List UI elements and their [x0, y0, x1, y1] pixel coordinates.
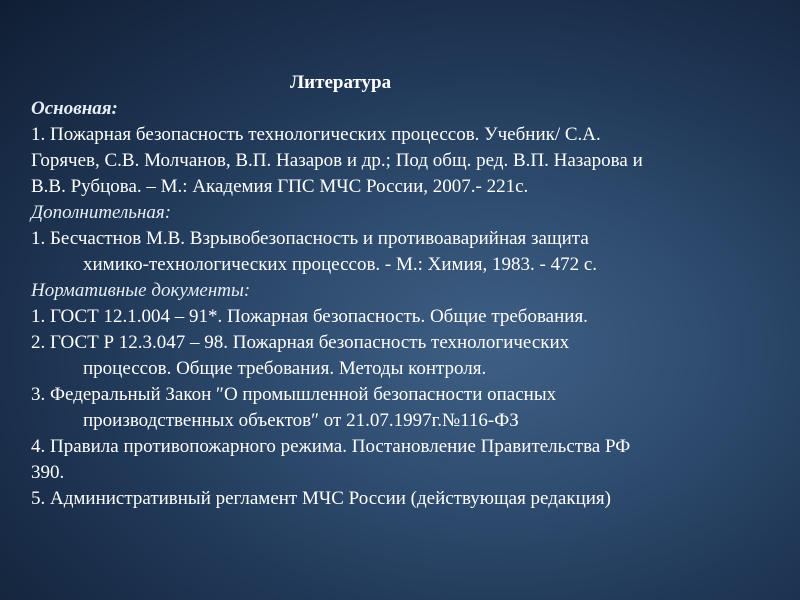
normative-item-2-line-2: процессов. Общие требования. Методы контроля.	[83, 358, 487, 379]
slide-title: Литература	[290, 72, 392, 93]
main-item-1-line-3: В.В. Рубцова. – М.: Академия ГПС МЧС России, 2007.- 221с.	[31, 176, 529, 197]
additional-item-1-line-2: химико-технологических процессов. - М.: Химия, 1983. - 472 с.	[83, 254, 598, 275]
literature-slide-content	[31, 70, 781, 512]
normative-item-3-line-1: 3. Федеральный Закон ″О промышленной безопасности опасных	[31, 384, 557, 405]
normative-item-2	[31, 330, 781, 382]
normative-item-4	[31, 434, 781, 486]
additional-item-1	[31, 226, 781, 278]
normative-item-1-line-1: 1. ГОСТ 12.1.004 – 91*. Пожарная безопасность. Общие требования.	[31, 306, 588, 327]
normative-item-4-line-1: 4. Правила противопожарного режима. Постановление Правительства РФ	[31, 436, 631, 457]
normative-item-5	[31, 486, 781, 512]
main-item-1-line-1: 1. Пожарная безопасность технологических процессов. Учебник/ С.А.	[31, 124, 601, 145]
additional-item-1-line-1: 1. Бесчастнов М.В. Взрывобезопасность и противоаварийная защита	[31, 228, 589, 249]
section-normative-label: Нормативные документы:	[31, 280, 251, 301]
normative-item-3	[31, 382, 781, 434]
normative-item-3-line-2: производственных объектов″ от 21.07.1997г.№116-ФЗ	[83, 410, 519, 431]
normative-item-4-line-2: 390.	[31, 462, 65, 483]
normative-item-1	[31, 304, 781, 330]
main-item-1-line-2: Горячев, С.В. Молчанов, В.П. Назаров и др.; Под общ. ред. В.П. Назарова и	[31, 150, 643, 171]
section-main-label: Основная:	[31, 98, 118, 119]
normative-item-2-line-1: 2. ГОСТ Р 12.3.047 – 98. Пожарная безопасность технологических	[31, 332, 570, 353]
section-additional-label: Дополнительная:	[31, 202, 172, 223]
normative-item-5-line-1: 5. Административный регламент МЧС России (действующая редакция)	[31, 488, 611, 509]
main-item-1	[31, 122, 781, 200]
